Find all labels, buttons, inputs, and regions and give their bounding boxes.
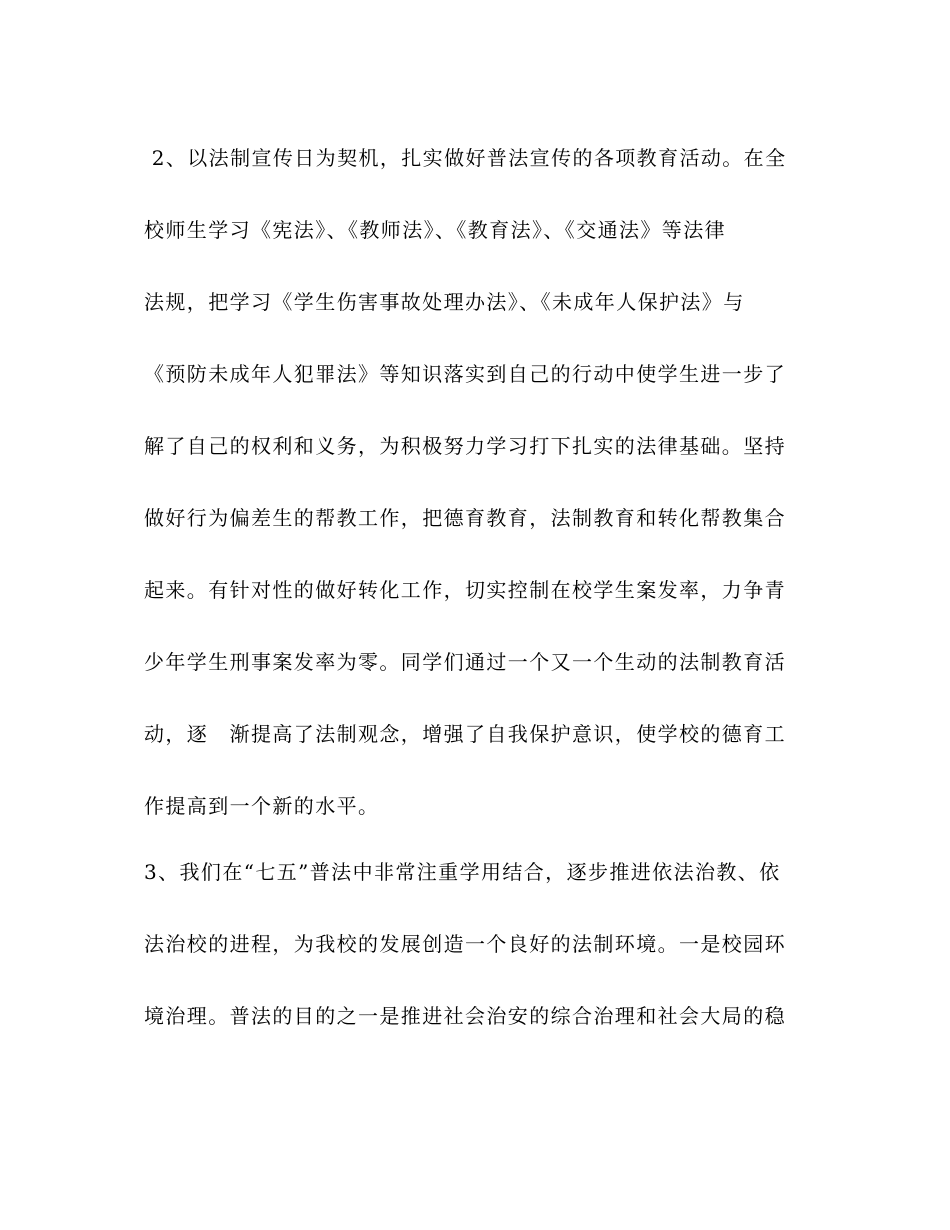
paragraph-line: 做好行为偏差生的帮教工作，把德育教育，法制教育和转化帮教集合 [144, 506, 786, 530]
paragraph-line: 法规，把学习《学生伤害事故处理办法》、《未成年人保护法》与 [144, 290, 745, 314]
paragraph-line: 《预防未成年人犯罪法》等知识落实到自己的行动中使学生进一步了 [144, 362, 786, 386]
paragraph-line: 动，逐 渐提高了法制观念，增强了自我保护意识，使学校的德育工 [144, 722, 786, 746]
paragraph-line: 法治校的进程，为我校的发展创造一个良好的法制环境。一是校园环 [144, 932, 786, 956]
paragraph-line: 校师生学习《宪法》、《教师法》、《教育法》、《交通法》等法律 [144, 218, 726, 242]
paragraph-line: 起来。有针对性的做好转化工作，切实控制在校学生案发率，力争青 [144, 578, 786, 602]
paragraph-line: 作提高到一个新的水平。 [144, 794, 380, 818]
paragraph-line: 少年学生刑事案发率为零。同学们通过一个又一个生动的法制教育活 [144, 650, 786, 674]
paragraph-line: 3、我们在“七五”普法中非常注重学用结合，逐步推进依法治教、依 [144, 860, 781, 884]
paragraph-line: 解了自己的权利和义务，为积极努力学习打下扎实的法律基础。坚持 [144, 434, 786, 458]
paragraph-line: 2、以法制宣传日为契机，扎实做好普法宣传的各项教育活动。在全 [144, 146, 787, 170]
paragraph-line: 境治理。普法的目的之一是推进社会治安的综合治理和社会大局的稳 [144, 1004, 786, 1028]
